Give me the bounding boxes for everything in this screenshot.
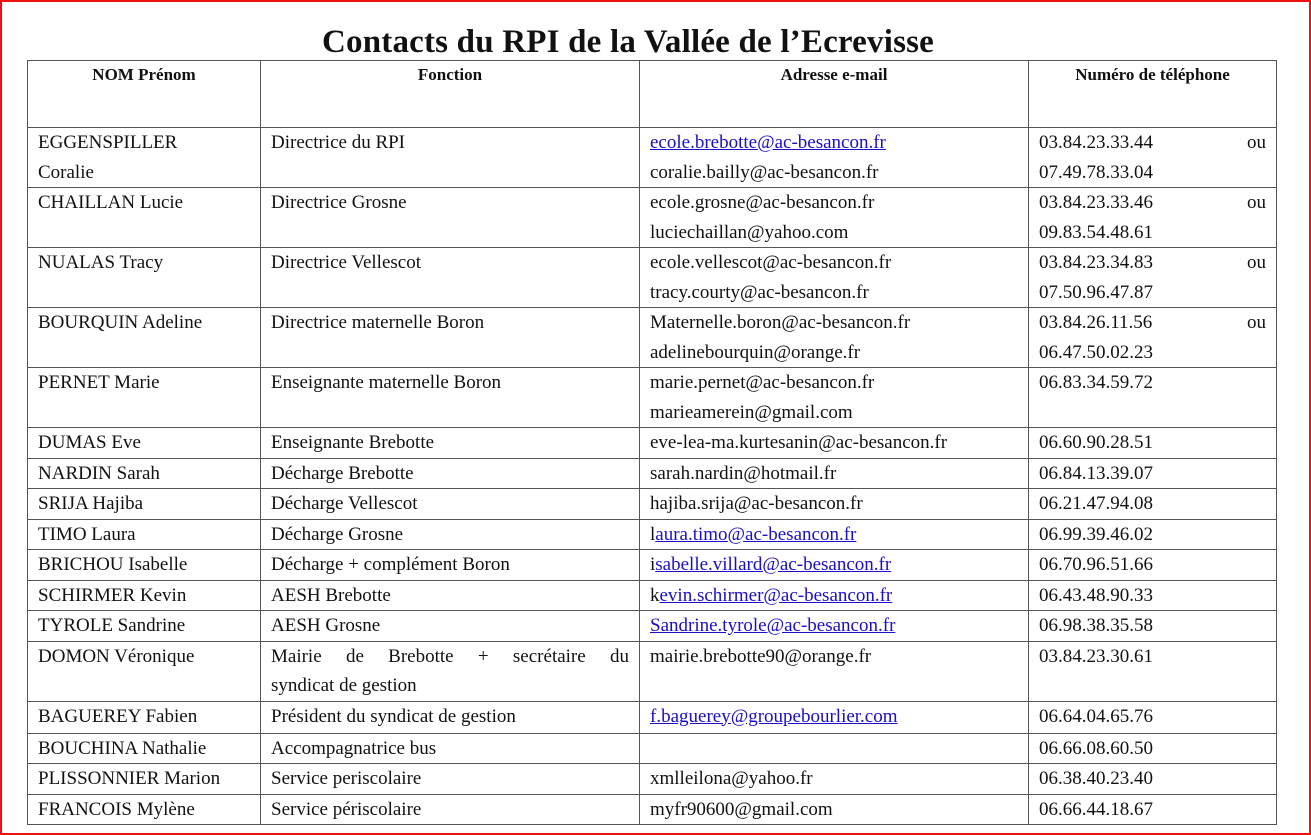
cell-email: [640, 519, 1029, 550]
cell-name: DUMAS Eve: [28, 428, 261, 459]
cell-email: [640, 611, 1029, 642]
phone-primary: 03.84.23.33.44: [1039, 132, 1153, 153]
cell-function: Accompagnatrice bus: [261, 733, 640, 764]
cell-email: myfr90600@gmail.com: [640, 794, 1029, 825]
cell-email: [640, 733, 1029, 764]
cell-email: [640, 128, 1029, 188]
email-primary: marie.pernet@ac-besancon.fr: [650, 372, 875, 393]
cell-function: AESH Brebotte: [261, 580, 640, 611]
cell-name: BAGUEREY Fabien: [28, 701, 261, 733]
table-row: [28, 368, 1277, 428]
cell-phone: 06.98.38.35.58: [1029, 611, 1277, 642]
table-row: [28, 701, 1277, 733]
phone-primary: 03.84.26.11.56: [1039, 312, 1153, 333]
cell-function: Décharge Vellescot: [261, 489, 640, 520]
email-secondary: luciechaillan@yahoo.com: [650, 221, 849, 243]
email-secondary: coralie.bailly@ac-besancon.fr: [650, 161, 879, 183]
cell-function: Décharge Grosne: [261, 519, 640, 550]
header-name: NOM Prénom: [28, 61, 261, 128]
phone-secondary: 09.83.54.48.61: [1039, 221, 1153, 243]
table-row: [28, 611, 1277, 642]
cell-name: BOURQUIN Adeline: [28, 308, 261, 368]
cell-name: CHAILLAN Lucie: [28, 188, 261, 248]
cell-name: PERNET Marie: [28, 368, 261, 428]
table-row: [28, 188, 1277, 248]
phone-separator: ou: [1247, 192, 1266, 213]
cell-email: [640, 188, 1029, 248]
cell-name: SRIJA Hajiba: [28, 489, 261, 520]
phone-separator: ou: [1247, 132, 1266, 153]
cell-function: Directrice Vellescot: [261, 248, 640, 308]
email-secondary: tracy.courty@ac-besancon.fr: [650, 281, 869, 303]
cell-phone: 03.84.23.30.61: [1029, 641, 1277, 701]
cell-phone: 06.66.44.18.67: [1029, 794, 1277, 825]
phone-separator: ou: [1247, 252, 1266, 273]
header-phone: Numéro de téléphone: [1029, 61, 1277, 128]
table-row: [28, 128, 1277, 188]
email-link[interactable]: ecole.brebotte@ac-besancon.fr: [650, 132, 886, 153]
document-title: Contacts du RPI de la Vallée de l’Ecrevisse: [321, 24, 935, 61]
email-primary: ecole.grosne@ac-besancon.fr: [650, 192, 875, 213]
cell-phone: 06.99.39.46.02: [1029, 519, 1277, 550]
table-row: [28, 550, 1277, 581]
cell-name: FRANCOIS Mylène: [28, 794, 261, 825]
email-link[interactable]: f.baguerey@groupebourlier.com: [650, 705, 898, 727]
cell-phone: 06.21.47.94.08: [1029, 489, 1277, 520]
cell-email: mairie.brebotte90@orange.fr: [640, 641, 1029, 701]
table-row: [28, 641, 1277, 701]
function-line-1: [271, 642, 629, 672]
cell-name: NARDIN Sarah: [28, 458, 261, 489]
cell-function: Président du syndicat de gestion: [261, 701, 640, 733]
cell-phone: [1029, 188, 1277, 248]
header-email: Adresse e-mail: [640, 61, 1029, 128]
cell-name: TIMO Laura: [28, 519, 261, 550]
cell-phone: 06.83.34.59.72: [1029, 368, 1277, 428]
cell-email: [640, 368, 1029, 428]
email-link[interactable]: sabelle.villard@ac-besancon.fr: [655, 554, 892, 575]
cell-function: Décharge Brebotte: [261, 458, 640, 489]
cell-phone: 06.70.96.51.66: [1029, 550, 1277, 581]
table-header-row: [28, 61, 1277, 128]
phone-primary: 03.84.23.34.83: [1039, 252, 1153, 273]
cell-phone: 06.43.48.90.33: [1029, 580, 1277, 611]
cell-name: BRICHOU Isabelle: [28, 550, 261, 581]
phone-primary: 03.84.23.33.46: [1039, 192, 1153, 213]
cell-function: Directrice du RPI: [261, 128, 640, 188]
cell-function: Directrice Grosne: [261, 188, 640, 248]
cell-email: [640, 308, 1029, 368]
email-prefix: i: [650, 554, 656, 575]
table-row: [28, 458, 1277, 489]
email-primary: ecole.vellescot@ac-besancon.fr: [650, 252, 892, 273]
table-row: [28, 580, 1277, 611]
email-prefix: k: [650, 584, 660, 606]
cell-phone: 06.84.13.39.07: [1029, 458, 1277, 489]
email-secondary: marieamerein@gmail.com: [650, 401, 853, 423]
cell-email: hajiba.srija@ac-besancon.fr: [640, 489, 1029, 520]
function-text-1: Mairie de Brebotte + secrétaire du: [271, 645, 629, 667]
cell-function: Service periscolaire: [261, 764, 640, 795]
table-row: [28, 794, 1277, 825]
function-line-2: syndicat de gestion: [271, 675, 417, 696]
email-link[interactable]: aura.timo@ac-besancon.fr: [655, 523, 857, 545]
email-prefix: l: [650, 523, 656, 545]
cell-name: PLISSONNIER Marion: [28, 764, 261, 795]
email-primary: Maternelle.boron@ac-besancon.fr: [650, 312, 911, 333]
table-row: [28, 428, 1277, 459]
cell-phone: [1029, 248, 1277, 308]
cell-email: xmlleilona@yahoo.fr: [640, 764, 1029, 795]
cell-function: Enseignante Brebotte: [261, 428, 640, 459]
cell-phone: [1029, 128, 1277, 188]
cell-name: SCHIRMER Kevin: [28, 580, 261, 611]
table-row: [28, 308, 1277, 368]
phone-secondary: 07.50.96.47.87: [1039, 281, 1153, 303]
cell-name: DOMON Véronique: [28, 641, 261, 701]
contacts-table: [27, 60, 1277, 825]
table-row: [28, 248, 1277, 308]
email-secondary: adelinebourquin@orange.fr: [650, 341, 861, 363]
cell-name: TYROLE Sandrine: [28, 611, 261, 642]
cell-phone: 06.64.04.65.76: [1029, 701, 1277, 733]
table-row: [28, 733, 1277, 764]
header-function: Fonction: [261, 61, 640, 128]
cell-name: BOUCHINA Nathalie: [28, 733, 261, 764]
cell-function: Enseignante maternelle Boron: [261, 368, 640, 428]
cell-phone: 06.60.90.28.51: [1029, 428, 1277, 459]
email-link[interactable]: Sandrine.tyrole@ac-besancon.fr: [650, 615, 896, 636]
cell-phone: 06.66.08.60.50: [1029, 733, 1277, 764]
email-link[interactable]: evin.schirmer@ac-besancon.fr: [659, 584, 893, 606]
cell-function: AESH Grosne: [261, 611, 640, 642]
name-line-1: EGGENSPILLER: [38, 132, 178, 153]
cell-phone: [1029, 308, 1277, 368]
cell-name: [28, 128, 261, 188]
cell-email: [640, 248, 1029, 308]
cell-email: [640, 701, 1029, 733]
cell-function: Service périscolaire: [261, 794, 640, 825]
table-row: [28, 519, 1277, 550]
cell-name: NUALAS Tracy: [28, 248, 261, 308]
cell-email: eve-lea-ma.kurtesanin@ac-besancon.fr: [640, 428, 1029, 459]
table-row: [28, 764, 1277, 795]
cell-function: Décharge + complément Boron: [261, 550, 640, 581]
cell-email: sarah.nardin@hotmail.fr: [640, 458, 1029, 489]
phone-separator: ou: [1247, 312, 1266, 333]
table-row: [28, 489, 1277, 520]
name-line-2: Coralie: [38, 161, 94, 183]
cell-function: [261, 641, 640, 701]
cell-function: Directrice maternelle Boron: [261, 308, 640, 368]
cell-phone: 06.38.40.23.40: [1029, 764, 1277, 795]
cell-email: [640, 580, 1029, 611]
cell-email: [640, 550, 1029, 581]
phone-secondary: 07.49.78.33.04: [1039, 161, 1153, 183]
phone-secondary: 06.47.50.02.23: [1039, 341, 1153, 363]
